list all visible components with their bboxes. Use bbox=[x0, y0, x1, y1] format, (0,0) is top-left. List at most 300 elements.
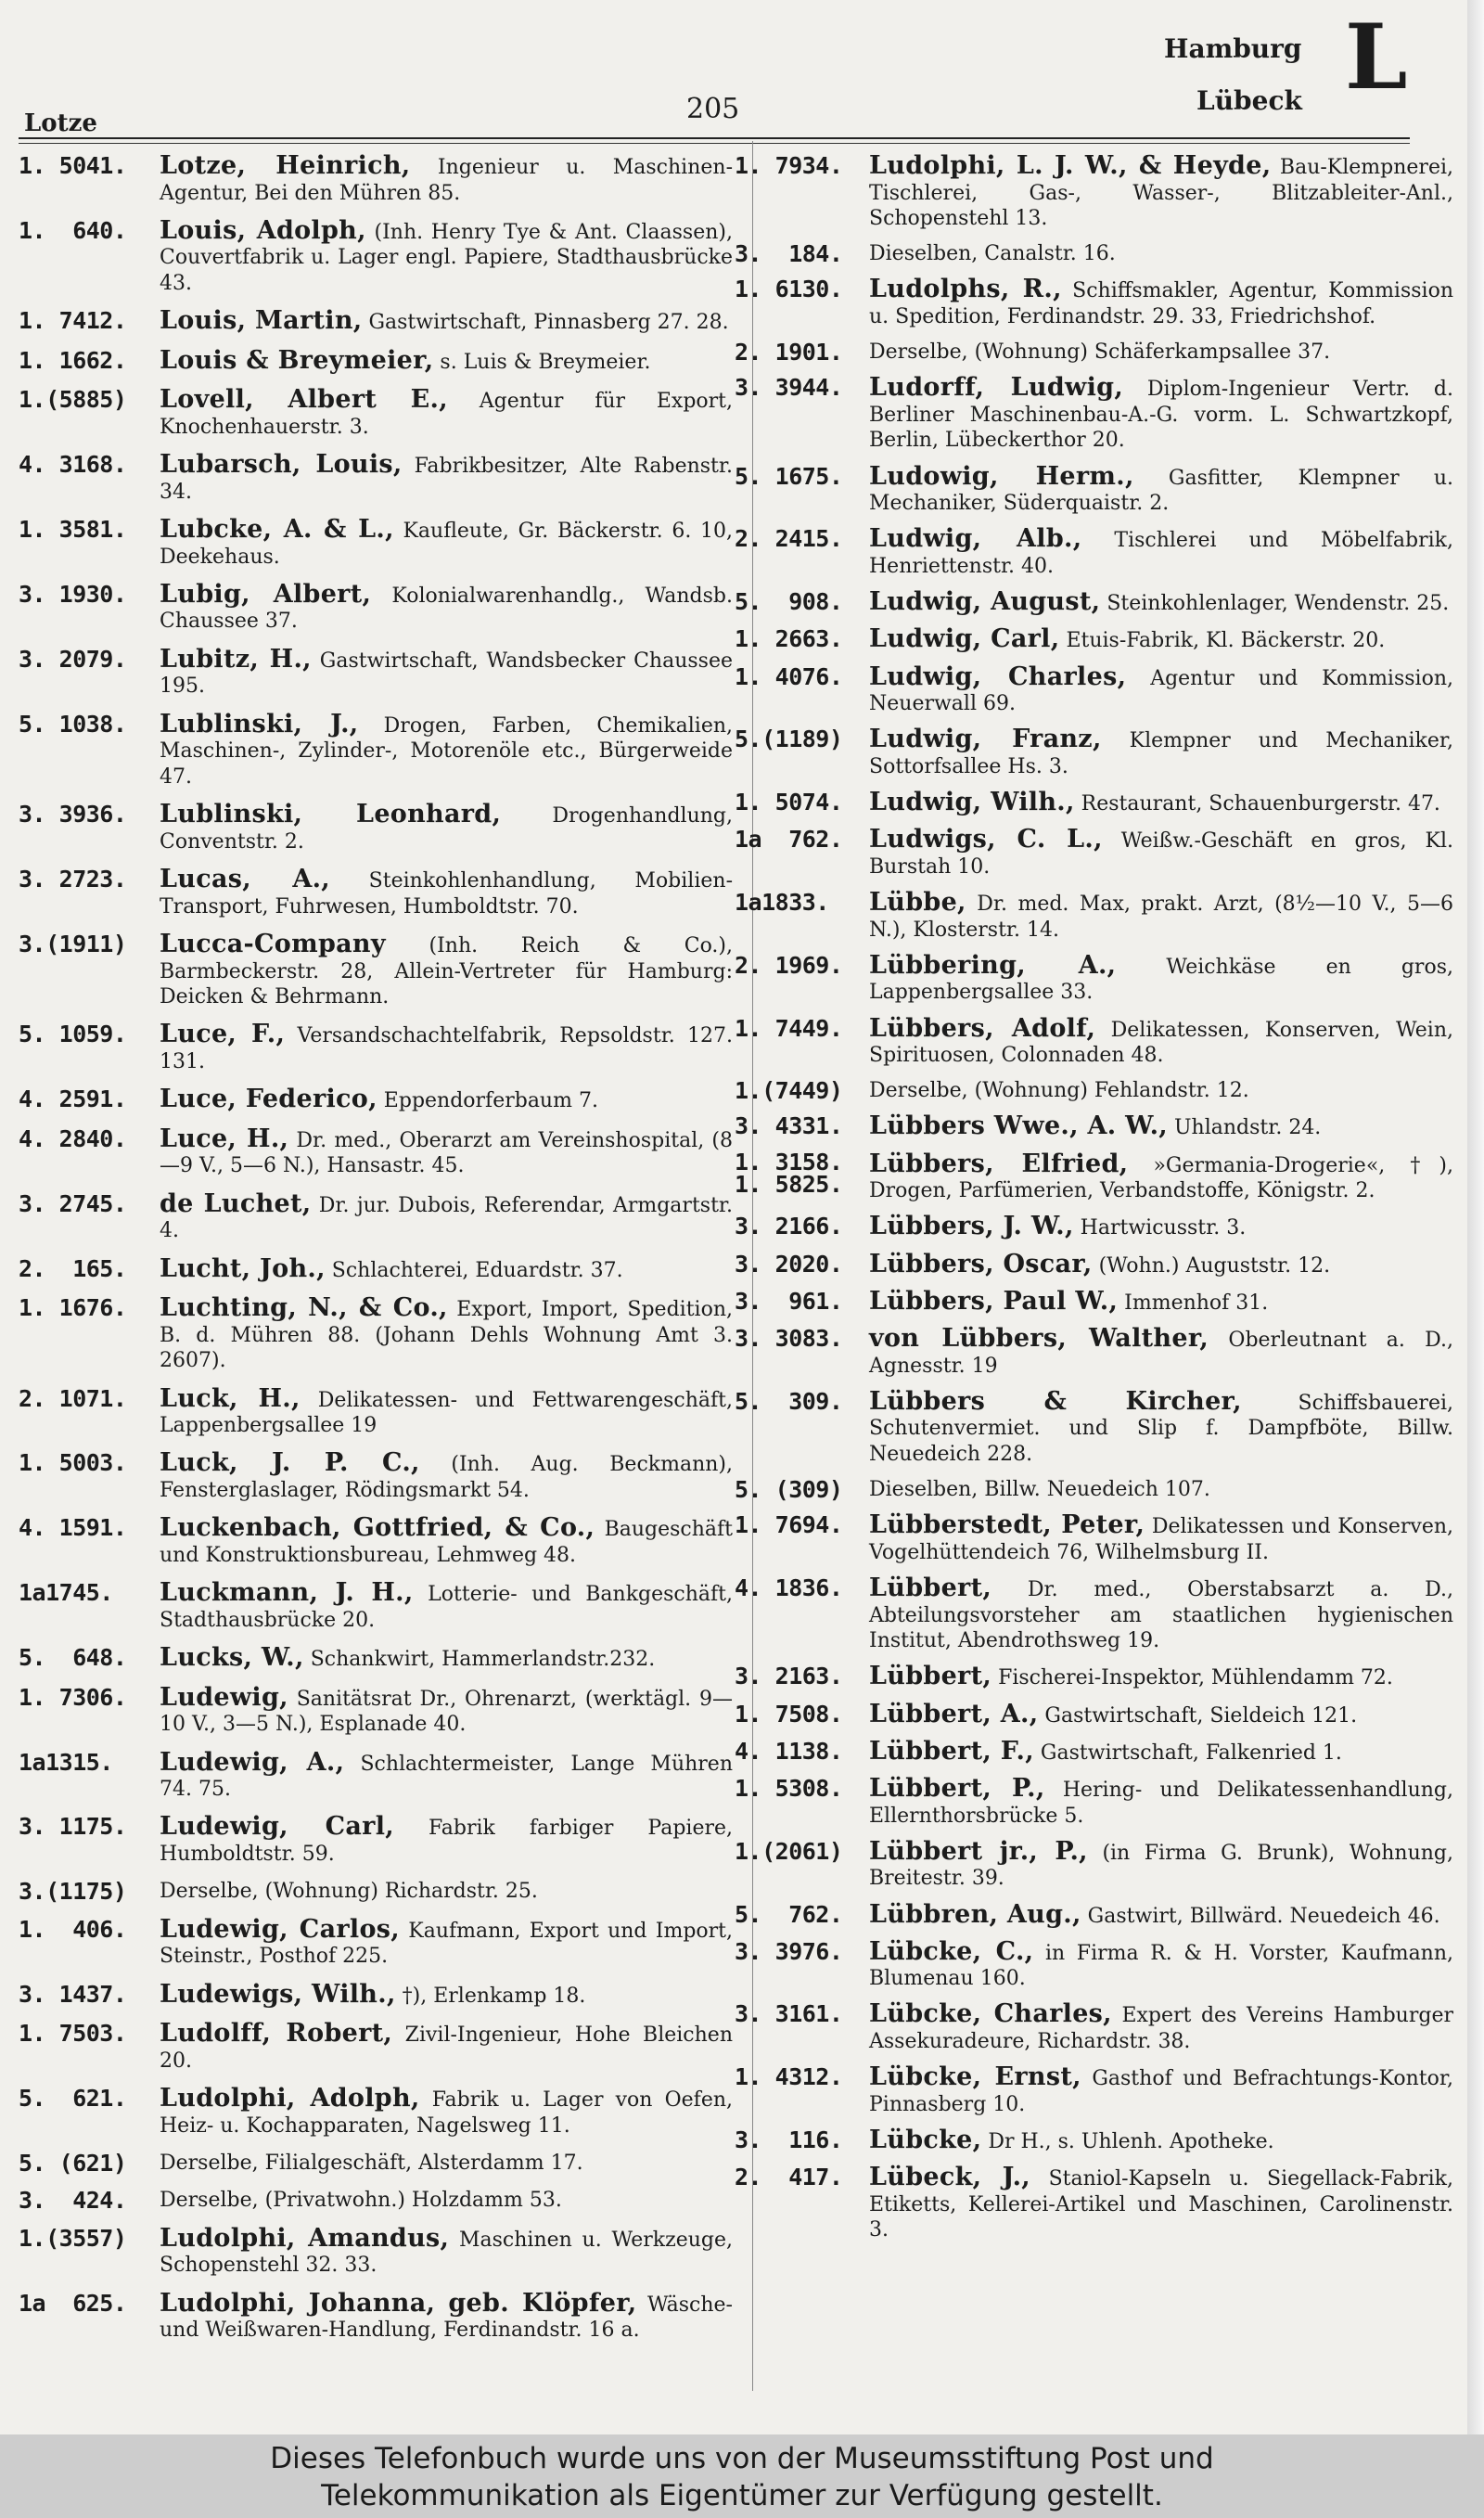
subscriber-name: Luce, F., bbox=[160, 1020, 286, 1049]
entry-text bbox=[869, 1151, 1453, 1204]
entry-details: Derselbe, (Wohnung) Fehlandstr. 12. bbox=[869, 1079, 1249, 1103]
directory-entry bbox=[19, 931, 733, 1010]
phone-number: 3.(1911) bbox=[19, 931, 127, 958]
entry-text bbox=[869, 1286, 1453, 1317]
phone-number: 1.(3557) bbox=[19, 2224, 127, 2252]
entry-details: Gastwirtschaft, Sieldeich 121. bbox=[1044, 1703, 1358, 1728]
phone-number: 5. (621) bbox=[19, 2150, 127, 2177]
entry-details: Drogenhandlung, Conventstr. 2. bbox=[160, 804, 733, 854]
directory-entry bbox=[19, 1450, 733, 1503]
entry-details: Delikatessen und Konserven, Vogelhüttendeich 76, Wilhelmsburg II. bbox=[869, 1515, 1454, 1564]
entry-text bbox=[869, 664, 1453, 717]
directory-entry bbox=[19, 644, 733, 700]
entry-text bbox=[869, 790, 1453, 817]
directory-entry bbox=[735, 1512, 1453, 1565]
phone-number: 3. 1930. bbox=[19, 580, 127, 608]
directory-entry bbox=[735, 1078, 1453, 1104]
phone-number: 2. 1969. bbox=[735, 951, 843, 979]
phone-number: 3. 3944. bbox=[735, 374, 843, 402]
entry-details: Dieselben, Billw. Neuedeich 107. bbox=[869, 1478, 1210, 1502]
right-column bbox=[735, 153, 1453, 2243]
subscriber-name: Lübbers, J. W., bbox=[869, 1212, 1074, 1241]
entry-text bbox=[160, 709, 733, 790]
directory-entry bbox=[735, 276, 1453, 329]
entry-text bbox=[869, 2064, 1453, 2117]
phone-number: 1a1315. bbox=[19, 1748, 113, 1776]
phone-number: 2. 1071. bbox=[19, 1384, 127, 1412]
entry-text bbox=[869, 1575, 1453, 1654]
directory-entry bbox=[735, 461, 1454, 517]
subscriber-name: Lublinski, J., bbox=[160, 709, 359, 739]
entry-details: Gasthof und Befrachtungs-Kontor, Pinnasberg 10. bbox=[869, 2067, 1453, 2116]
header-rule bbox=[19, 137, 1410, 139]
phone-number: 3. 2745. bbox=[19, 1189, 127, 1217]
entry-text bbox=[160, 345, 733, 376]
entry-details: Gastwirtschaft, Falkenried 1. bbox=[1040, 1741, 1342, 1765]
entry-text bbox=[160, 215, 733, 297]
phone-number: 3. 4331. bbox=[735, 1112, 843, 1140]
subscriber-name: Ludolphi, Johanna, geb. Klöpfer, bbox=[160, 2288, 637, 2318]
entry-details: Hartwicusstr. 3. bbox=[1080, 1216, 1247, 1240]
subscriber-name: Lübbers, Paul W., bbox=[869, 1286, 1119, 1316]
phone-number: 5. 621. bbox=[19, 2085, 127, 2113]
phone-number: 5. 762. bbox=[735, 1900, 843, 1928]
entry-details: Derselbe, (Wohnung) Schäferkampsallee 37. bbox=[869, 340, 1331, 365]
entry-text bbox=[869, 375, 1453, 454]
subscriber-name: Lübcke, Charles, bbox=[869, 1999, 1112, 2029]
phone-number: 3. 3161. bbox=[735, 2000, 843, 2028]
subscriber-name: Lübbert jr., P., bbox=[869, 1836, 1088, 1866]
entry-text bbox=[160, 867, 733, 919]
entry-text bbox=[869, 1477, 1453, 1503]
subscriber-name: Ludwig, Carl, bbox=[869, 624, 1060, 654]
phone-number: 1.(7449) bbox=[735, 1077, 843, 1105]
entry-details: (Inh. Reich & Co.), Barmbeckerstr. 28, Allein-Vertreter für Hamburg: Deicken & Behrmann. bbox=[160, 934, 733, 1009]
entry-details: Agentur und Kommission, Neuerwall 69. bbox=[869, 666, 1453, 716]
directory-entry bbox=[735, 589, 1453, 617]
entry-text bbox=[869, 1214, 1453, 1241]
subscriber-name: Lübcke, Ernst, bbox=[869, 2062, 1081, 2092]
entry-text bbox=[869, 1386, 1453, 1468]
directory-entry bbox=[735, 1899, 1453, 1930]
subscriber-name: Lucas, A., bbox=[160, 865, 330, 894]
subscriber-name: Ludolphi, Amandus, bbox=[160, 2223, 450, 2253]
entry-text bbox=[160, 1682, 733, 1738]
entry-text bbox=[160, 1126, 733, 1179]
directory-entry bbox=[735, 890, 1453, 943]
entry-text bbox=[869, 153, 1453, 232]
entry-details: Delikatessen, Konserven, Wein, Spirituosen, Colonnaden 48. bbox=[869, 1018, 1453, 1068]
directory-entry bbox=[19, 517, 733, 570]
directory-entry bbox=[735, 340, 1453, 366]
directory-entry bbox=[735, 1776, 1453, 1829]
entry-text bbox=[160, 1747, 733, 1803]
phone-number: 1. 7306. bbox=[19, 1683, 127, 1711]
subscriber-name: Lubarsch, Louis, bbox=[160, 450, 403, 480]
subscriber-name: Lübbers & Kircher, bbox=[869, 1386, 1242, 1416]
directory-entry bbox=[735, 2064, 1453, 2117]
phone-number: 4. 3168. bbox=[19, 451, 127, 479]
directory-entry bbox=[735, 1936, 1454, 1992]
subscriber-name: Ludwig, Alb., bbox=[869, 524, 1082, 554]
phone-number: 5. 908. bbox=[735, 588, 843, 616]
subscriber-name: Lucks, W., bbox=[160, 1643, 304, 1673]
entry-text bbox=[869, 1736, 1453, 1766]
phone-number: 5.(1189) bbox=[735, 726, 843, 753]
subscriber-name: Ludolff, Robert, bbox=[160, 2019, 393, 2049]
subscriber-name: Lübbert, F., bbox=[869, 1736, 1034, 1766]
directory-entry bbox=[19, 2188, 733, 2214]
subscriber-name: Ludolphs, R., bbox=[869, 275, 1062, 304]
phone-number: 1. 7694. bbox=[735, 1511, 843, 1539]
entry-text bbox=[869, 950, 1453, 1006]
directory-entry bbox=[19, 308, 733, 336]
subscriber-name: Ludewigs, Wilh., bbox=[160, 1979, 396, 2009]
phone-number: 1. 3581. bbox=[19, 516, 127, 544]
entry-text bbox=[160, 802, 733, 854]
entry-text bbox=[869, 2127, 1453, 2155]
phone-number: 1a1745. bbox=[19, 1579, 113, 1607]
entry-details: Gasfitter, Klempner u. Mechaniker, Süderquaistr. 2. bbox=[869, 466, 1454, 516]
subscriber-name: Luck, J. P. C., bbox=[160, 1448, 420, 1478]
entry-text bbox=[869, 1936, 1454, 1992]
directory-entry bbox=[19, 1515, 733, 1568]
subscriber-name: Lucht, Joh., bbox=[160, 1253, 326, 1283]
phone-number: 1. 5041. bbox=[19, 152, 127, 179]
directory-entry bbox=[735, 726, 1453, 779]
phone-number: 1. 4312. bbox=[735, 2063, 843, 2091]
entry-text bbox=[869, 1249, 1453, 1279]
subscriber-name: Lübbers, Oscar, bbox=[869, 1249, 1093, 1278]
entry-text bbox=[869, 1113, 1453, 1141]
entry-details: Eppendorferbaum 7. bbox=[383, 1089, 598, 1113]
phone-number: 4. 1138. bbox=[735, 1737, 843, 1765]
subscriber-name: Ludwig, Wilh., bbox=[869, 788, 1075, 817]
entry-text bbox=[869, 276, 1453, 329]
directory-entry bbox=[19, 1021, 733, 1074]
entry-text bbox=[160, 644, 733, 700]
entry-details: Tischlerei und Möbelfabrik, Henriettenstr. 40. bbox=[869, 529, 1453, 578]
phone-number: 1. 4076. bbox=[735, 662, 843, 690]
entry-text bbox=[869, 1699, 1453, 1729]
entry-text bbox=[869, 1664, 1453, 1691]
entry-details: Expert des Vereins Hamburger Assekuradeure, Richardstr. 38. bbox=[869, 2004, 1453, 2053]
directory-entry bbox=[735, 153, 1453, 232]
subscriber-name: Lübbren, Aug., bbox=[869, 1899, 1081, 1929]
directory-entry bbox=[19, 2086, 733, 2139]
entry-text bbox=[869, 827, 1453, 880]
entry-text bbox=[160, 1383, 733, 1439]
directory-entry bbox=[19, 1580, 733, 1633]
entry-text bbox=[160, 308, 733, 336]
entry-text bbox=[160, 2188, 733, 2214]
directory-entry bbox=[735, 1286, 1453, 1317]
subscriber-name: Ludolphi, Adolph, bbox=[160, 2084, 420, 2113]
subscriber-name: Luchting, N., & Co., bbox=[160, 1293, 448, 1323]
subscriber-name: Lübcke, bbox=[869, 2125, 982, 2154]
phone-number: 1. 5003. bbox=[19, 1449, 127, 1477]
directory-entry bbox=[19, 2288, 733, 2344]
directory-entry bbox=[735, 1699, 1453, 1729]
phone-number: 3. 1175. bbox=[19, 1813, 127, 1841]
entry-details: Immenhof 31. bbox=[1124, 1291, 1269, 1315]
directory-entry bbox=[735, 1575, 1453, 1654]
entry-text bbox=[160, 1979, 733, 2010]
entry-details: s. Luis & Breymeier. bbox=[440, 350, 651, 374]
phone-number: 1. 5308. bbox=[735, 1775, 843, 1803]
phone-number: 1. 7508. bbox=[735, 1700, 843, 1728]
directory-entry bbox=[735, 950, 1453, 1006]
entry-text bbox=[160, 1253, 733, 1284]
directory-entry bbox=[19, 1086, 733, 1114]
directory-entry bbox=[735, 1113, 1453, 1141]
entry-details: (Inh. Henry Tye & Ant. Claassen), Couvertfabrik u. Lager engl. Papiere, Stadthausbrücke 43. bbox=[160, 220, 733, 295]
entry-details: Steinkohlenhandlung, Mobilien-Transport, Fuhrwesen, Humboldtstr. 70. bbox=[160, 869, 733, 919]
directory-entry bbox=[19, 1914, 733, 1970]
phone-number: 3. 3083. bbox=[735, 1325, 843, 1353]
directory-entry bbox=[19, 1383, 733, 1439]
phone-number: 3. 184. bbox=[735, 240, 843, 268]
entry-details: †), Erlenkamp 18. bbox=[402, 1984, 586, 2008]
entry-details: Agentur für Export, Knochenhauerstr. 3. bbox=[160, 390, 734, 439]
phone-number: 3. 2163. bbox=[735, 1663, 843, 1690]
entry-text bbox=[869, 1776, 1453, 1829]
directory-entry bbox=[735, 1836, 1453, 1892]
phone-number: 3. 2723. bbox=[19, 866, 127, 893]
header-rule-thin bbox=[19, 143, 1410, 144]
entry-details: Staniol-Kapseln u. Siegellack-Fabrik, Etiketts, Kellerei-Artikel und Maschinen, Carolinenstr. 3. bbox=[869, 2167, 1453, 2242]
entry-details: Diplom-Ingenieur Vertr. d. Berliner Maschinenbau-A.-G. vorm. L. Schwartzkopf, Berlin, Lübeckerthor 20. bbox=[869, 378, 1453, 453]
subscriber-name: Luckenbach, Gottfried, & Co., bbox=[160, 1513, 595, 1543]
phone-number: 1a 762. bbox=[735, 826, 843, 854]
entry-text bbox=[869, 1013, 1453, 1069]
subscriber-name: Ludwig, August, bbox=[869, 587, 1101, 617]
entry-details: Kaufleute, Gr. Bäckerstr. 6. 10, Deekehaus. bbox=[160, 520, 733, 569]
entry-text bbox=[160, 452, 733, 505]
entry-details: Derselbe, Filialgeschäft, Alsterdamm 17. bbox=[160, 2152, 583, 2175]
entry-details: Dr. jur. Dubois, Referendar, Armgartstr. 4. bbox=[160, 1193, 734, 1243]
phone-number: 4. 2591. bbox=[19, 1086, 127, 1113]
directory-entry bbox=[19, 802, 733, 854]
footer-notice bbox=[0, 2434, 1484, 2518]
phone-number: 1a 625. bbox=[19, 2289, 127, 2317]
subscriber-name: Lotze, Heinrich, bbox=[160, 151, 411, 180]
phone-number: 1. 5074. bbox=[735, 789, 843, 816]
directory-entry bbox=[19, 1814, 733, 1867]
directory-entry bbox=[19, 387, 733, 440]
phone-number: 3. 3936. bbox=[19, 801, 127, 829]
entry-text bbox=[869, 726, 1453, 779]
directory-entry bbox=[735, 2165, 1453, 2243]
entry-details: Wäsche- und Weißwaren-Handlung, Ferdinandstr. 16 a. bbox=[160, 2293, 733, 2343]
phone-number: 2. 165. bbox=[19, 1254, 127, 1282]
subscriber-name: Ludewig, bbox=[160, 1682, 288, 1712]
phone-number: 1. 1662. bbox=[19, 346, 127, 374]
entry-details: Kaufmann, Export und Import, Steinstr., Posthof 225. bbox=[160, 1919, 733, 1969]
entry-text bbox=[869, 626, 1453, 654]
subscriber-name: Lucca-Company bbox=[160, 930, 386, 959]
entry-details: Steinkohlenlager, Wendenstr. 25. bbox=[1107, 592, 1450, 616]
phone-number: 3. 1437. bbox=[19, 1980, 127, 2008]
subscriber-name: Luckmann, J. H., bbox=[160, 1578, 414, 1608]
entry-text bbox=[160, 1879, 733, 1905]
directory-entry bbox=[735, 526, 1453, 579]
entry-text bbox=[869, 589, 1453, 617]
directory-entry bbox=[19, 1879, 733, 1905]
section-letter: L bbox=[1345, 5, 1408, 109]
directory-entry bbox=[735, 241, 1453, 267]
entry-text bbox=[160, 1450, 733, 1503]
entry-details: Dr. med., Oberstabsarzt a. D., Abteilungsvorsteher am staatlichen hygienischen Institut, Abendrothsweg 19. bbox=[869, 1578, 1453, 1653]
directory-entry bbox=[19, 709, 733, 790]
directory-entry bbox=[19, 1682, 733, 1738]
entry-details: Delikatessen- und Fettwarengeschäft, Lappenbergsallee 19 bbox=[160, 1388, 733, 1438]
subscriber-name: Lübbert, bbox=[869, 1662, 992, 1691]
subscriber-name: Ludewig, Carl, bbox=[160, 1812, 394, 1842]
directory-entry bbox=[19, 1126, 733, 1179]
phone-number: 1. 6130. bbox=[735, 276, 843, 303]
directory-entry bbox=[735, 1013, 1453, 1069]
entry-details: Drogen, Farben, Chemikalien, Maschinen-, Zylinder-, Motorenöle etc., Bürgerweide 47. bbox=[160, 713, 733, 789]
phone-number: 5. (309) bbox=[735, 1476, 843, 1504]
directory-entry bbox=[735, 664, 1453, 717]
entry-details: Hering- und Delikatessenhandlung, Ellernthorsbrücke 5. bbox=[869, 1779, 1453, 1828]
directory-entry bbox=[19, 579, 733, 635]
entry-details: Fabrikbesitzer, Alte Rabenstr. 34. bbox=[160, 455, 733, 504]
directory-entry bbox=[19, 867, 733, 919]
subscriber-name: von Lübbers, Walther, bbox=[869, 1324, 1209, 1354]
entry-details: Restaurant, Schauenburgerstr. 47. bbox=[1081, 792, 1440, 816]
entry-text bbox=[160, 2086, 733, 2139]
entry-text bbox=[160, 1645, 733, 1673]
entry-details: Dieselben, Canalstr. 16. bbox=[869, 242, 1116, 266]
entry-details: Export, Import, Spedition, B. d. Mühren 88. (Johann Dehls Wohnung Amt 3. 2607). bbox=[160, 1298, 733, 1373]
entry-details: Derselbe, (Privatwohn.) Holzdamm 53. bbox=[160, 2189, 562, 2213]
directory-entry bbox=[735, 1664, 1453, 1691]
phone-number: 4. 2840. bbox=[19, 1124, 127, 1152]
directory-entry bbox=[19, 1253, 733, 1284]
entry-text bbox=[160, 1295, 733, 1374]
phone-number: 4. 1591. bbox=[19, 1514, 127, 1542]
entry-text bbox=[160, 931, 733, 1010]
subscriber-name: Luce, H., bbox=[160, 1124, 289, 1153]
directory-entry bbox=[19, 1188, 734, 1244]
phone-number: 1. 7934. bbox=[735, 152, 843, 179]
entry-text bbox=[869, 526, 1453, 579]
entry-text bbox=[160, 2223, 734, 2279]
entry-details: Fabrik u. Lager von Oefen, Heiz- u. Kochapparaten, Nagelsweg 11. bbox=[160, 2088, 734, 2138]
entry-text bbox=[869, 2001, 1453, 2054]
subscriber-name: Lubitz, H., bbox=[160, 644, 312, 674]
phone-number: 3. 424. bbox=[19, 2187, 127, 2215]
entry-text bbox=[869, 2165, 1453, 2243]
entry-text bbox=[160, 1188, 734, 1244]
phone-number: 1. 7449. bbox=[735, 1014, 843, 1042]
entry-details: Schlachtermeister, Lange Mühren 74. 75. bbox=[160, 1752, 733, 1802]
left-column bbox=[19, 153, 733, 2344]
subscriber-name: Ludewig, A., bbox=[160, 1747, 345, 1777]
subscriber-name: Louis, Adolph, bbox=[160, 215, 366, 245]
entry-details: Zivil-Ingenieur, Hohe Bleichen 20. bbox=[160, 2023, 733, 2073]
subscriber-name: Luce, Federico, bbox=[160, 1085, 377, 1114]
phone-number: 5. 1038. bbox=[19, 710, 127, 738]
entry-details: Dr H., s. Uhlenh. Apotheke. bbox=[988, 2129, 1274, 2153]
entry-details: Weißw.-Geschäft en gros, Kl. Burstah 10. bbox=[869, 829, 1453, 879]
subscriber-name: Ludorff, Ludwig, bbox=[869, 373, 1124, 403]
subscriber-name: Luck, H., bbox=[160, 1383, 301, 1413]
phone-number: 1. 640. bbox=[19, 216, 127, 244]
phone-number: 3. 116. bbox=[735, 2126, 843, 2153]
entry-details: Baugeschäft und Konstruktionsbureau, Lehmweg 48. bbox=[160, 1518, 734, 1567]
directory-entry bbox=[19, 153, 733, 206]
phone-number: 3. 961. bbox=[735, 1287, 843, 1315]
entry-details: Gastwirtschaft, Wandsbecker Chaussee 195. bbox=[160, 649, 733, 699]
entry-text bbox=[160, 153, 733, 206]
phone-number: 2. 1901. bbox=[735, 339, 843, 366]
directory-entry bbox=[19, 1295, 733, 1374]
subscriber-name: Lübbers, Adolf, bbox=[869, 1013, 1096, 1043]
phone-number: 1. 7503. bbox=[19, 2020, 127, 2048]
directory-entry bbox=[735, 1736, 1453, 1766]
directory-entry bbox=[735, 1148, 1453, 1204]
phone-number: 1. 7412. bbox=[19, 307, 127, 335]
subscriber-name: Ludewig, Carlos, bbox=[160, 1914, 400, 1944]
subscriber-name: Lovell, Albert E., bbox=[160, 385, 448, 415]
subscriber-name: Ludwig, Charles, bbox=[869, 662, 1127, 691]
entry-details: »Germania-Drogerie«, †), Drogen, Parfümerien, Verbandstoffe, Königstr. 2. bbox=[869, 1153, 1453, 1203]
directory-entry bbox=[19, 215, 733, 297]
entry-text bbox=[160, 517, 733, 570]
entry-text bbox=[160, 579, 733, 635]
entry-text bbox=[160, 1086, 733, 1114]
phone-number: 2. 2415. bbox=[735, 525, 843, 553]
entry-details: Lotterie- und Bankgeschäft, Stadthausbrücke 20. bbox=[160, 1583, 733, 1632]
subscriber-name: Louis, Martin, bbox=[160, 306, 363, 336]
phone-number: 1. 2663. bbox=[735, 625, 843, 653]
subscriber-name: Lübbert, A., bbox=[869, 1699, 1039, 1728]
subscriber-name: Lübbers, Elfried, bbox=[869, 1149, 1129, 1178]
subscriber-name: Lübbers Wwe., A. W., bbox=[869, 1111, 1168, 1141]
entry-details: Schiffsbauerei, Schutenvermiet. und Slip f. Dampfböte, Billw. Neuedeich 228. bbox=[869, 1391, 1453, 1466]
entry-text bbox=[869, 340, 1453, 366]
footer-line-2: Telekommunikation als Eigentümer zur Verfügung gestellt. bbox=[321, 2479, 1163, 2512]
subscriber-name: de Luchet, bbox=[160, 1188, 312, 1218]
footer-line-1: Dieses Telefonbuch wurde uns von der Museumsstiftung Post und bbox=[270, 2442, 1214, 2475]
entry-text bbox=[160, 387, 733, 440]
phone-number: 3. 3976. bbox=[735, 1937, 843, 1965]
entry-details: Klempner und Mechaniker, Sottorfsallee Hs. 3. bbox=[869, 729, 1453, 778]
entry-details: Schankwirt, Hammerlandstr.232. bbox=[310, 1648, 656, 1672]
entry-text bbox=[869, 1326, 1453, 1379]
subscriber-name: Lubig, Albert, bbox=[160, 579, 372, 609]
entry-details: Oberleutnant a. D., Agnesstr. 19 bbox=[869, 1329, 1453, 1378]
entry-text bbox=[869, 241, 1453, 267]
directory-entry bbox=[735, 1386, 1453, 1468]
entry-details: Uhlandstr. 24. bbox=[1173, 1116, 1322, 1140]
entry-details: Fabrik farbiger Papiere, Humboldtstr. 59. bbox=[160, 1817, 733, 1866]
directory-entry bbox=[735, 375, 1453, 454]
phone-number: 1.(2061) bbox=[735, 1837, 843, 1865]
entry-details: Kolonialwarenhandlg., Wandsb. Chaussee 37. bbox=[160, 584, 733, 634]
entry-details: (Inh. Aug. Beckmann), Fensterglaslager, Rödingsmarkt 54. bbox=[160, 1453, 733, 1502]
entry-details: Gastwirtschaft, Pinnasberg 27. 28. bbox=[368, 311, 729, 335]
phone-number: 2. 417. bbox=[735, 2164, 843, 2191]
directory-entry bbox=[19, 1747, 733, 1803]
phone-number: 3. 2166. bbox=[735, 1213, 843, 1240]
entry-text bbox=[160, 2151, 733, 2177]
subscriber-name: Lübbert, bbox=[869, 1574, 992, 1603]
subscriber-name: Ludowig, Herm., bbox=[869, 461, 1134, 491]
